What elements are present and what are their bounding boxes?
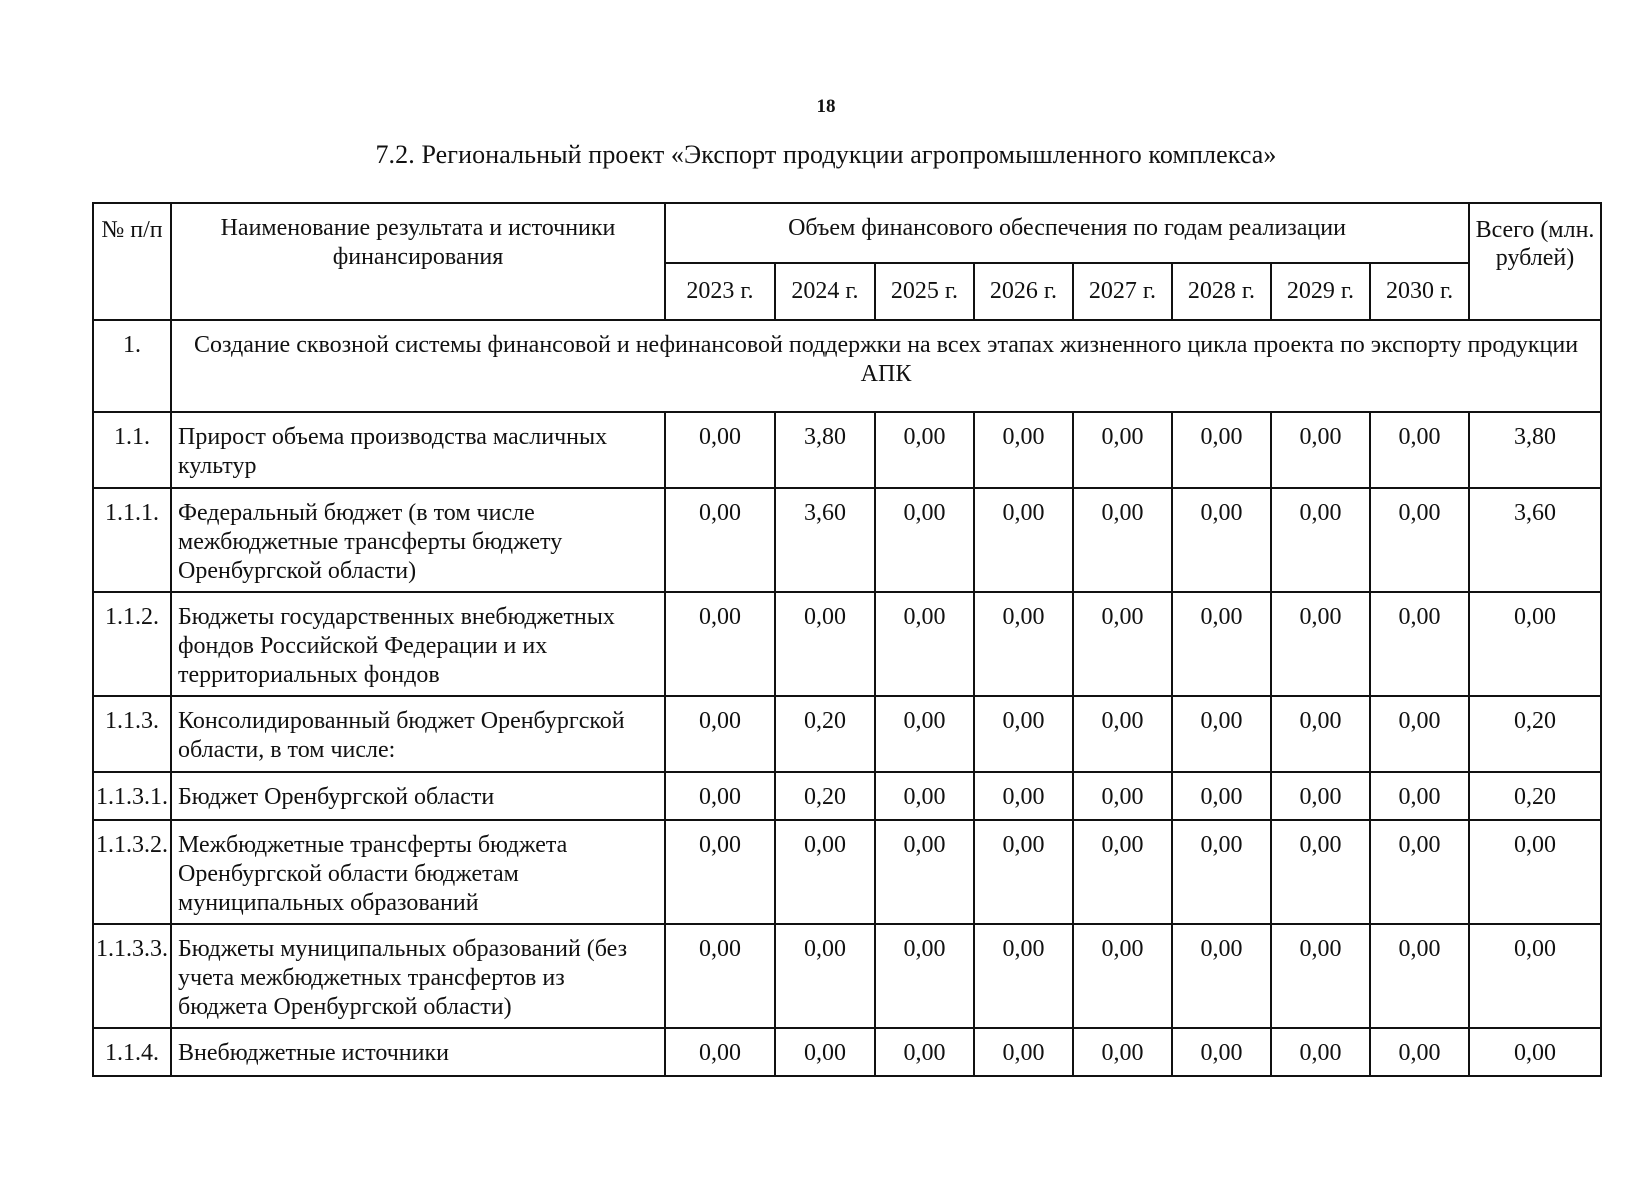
year-header: 2028 г. [1172, 263, 1271, 320]
year-value-cell: 0,00 [1073, 1028, 1172, 1076]
year-value-cell: 0,00 [1370, 772, 1469, 820]
year-value-cell: 0,00 [1271, 696, 1370, 772]
table-row [93, 1028, 1601, 1076]
column-header-number: № п/п [93, 203, 171, 320]
row-name: Внебюджетные источники [171, 1028, 665, 1076]
total-value-cell: 0,00 [1469, 820, 1601, 924]
year-header: 2023 г. [665, 263, 775, 320]
row-name: Федеральный бюджет (в том числе межбюджетные трансферты бюджету Оренбургской области) [171, 488, 665, 592]
table-row [93, 592, 1601, 696]
page-title: 7.2. Региональный проект «Экспорт продукции агропромышленного комплекса» [375, 140, 1277, 169]
year-value-cell: 0,00 [1073, 772, 1172, 820]
year-value-cell: 0,00 [1172, 772, 1271, 820]
year-value-cell: 0,00 [974, 1028, 1073, 1076]
row-name: Бюджеты муниципальных образований (без учета межбюджетных трансфертов из бюджета Оренбургской области) [171, 924, 665, 1028]
year-value-cell: 0,00 [1172, 412, 1271, 488]
column-header-total: Всего (млн. рублей) [1469, 203, 1601, 320]
year-value-cell: 0,00 [1172, 592, 1271, 696]
table-row [93, 820, 1601, 924]
year-value-cell: 0,00 [1271, 592, 1370, 696]
year-value-cell: 0,20 [775, 772, 875, 820]
year-value-cell: 0,00 [1073, 412, 1172, 488]
year-value-cell: 3,60 [775, 488, 875, 592]
year-value-cell: 0,00 [1073, 488, 1172, 592]
year-value-cell: 0,00 [665, 696, 775, 772]
year-value-cell: 0,00 [1271, 412, 1370, 488]
year-value-cell: 0,00 [1370, 820, 1469, 924]
row-name: Бюджет Оренбургской области [171, 772, 665, 820]
total-value-cell: 3,80 [1469, 412, 1601, 488]
year-value-cell: 0,00 [665, 1028, 775, 1076]
table-row [93, 412, 1601, 488]
year-value-cell: 0,00 [1172, 924, 1271, 1028]
total-value-cell: 0,20 [1469, 696, 1601, 772]
year-value-cell: 0,00 [1073, 924, 1172, 1028]
total-value-cell: 0,00 [1469, 1028, 1601, 1076]
table-row [93, 696, 1601, 772]
year-value-cell: 0,00 [665, 772, 775, 820]
financing-table [92, 202, 1602, 1077]
year-header: 2026 г. [974, 263, 1073, 320]
year-value-cell: 0,00 [1172, 488, 1271, 592]
year-value-cell: 0,00 [775, 592, 875, 696]
year-header: 2027 г. [1073, 263, 1172, 320]
total-value-cell: 0,00 [1469, 592, 1601, 696]
year-value-cell: 0,00 [1271, 820, 1370, 924]
year-value-cell: 0,00 [875, 696, 974, 772]
year-value-cell: 0,00 [974, 924, 1073, 1028]
row-number: 1.1.3.3. [93, 924, 171, 1028]
total-value-cell: 3,60 [1469, 488, 1601, 592]
row-name: Консолидированный бюджет Оренбургской области, в том числе: [171, 696, 665, 772]
row-name: Прирост объема производства масличных культур [171, 412, 665, 488]
row-name: Межбюджетные трансферты бюджета Оренбургской области бюджетам муниципальных образований [171, 820, 665, 924]
year-header: 2024 г. [775, 263, 875, 320]
row-number: 1.1.4. [93, 1028, 171, 1076]
table-row [93, 924, 1601, 1028]
year-value-cell: 0,00 [1271, 488, 1370, 592]
year-value-cell: 0,00 [875, 592, 974, 696]
table-row [93, 488, 1601, 592]
year-value-cell: 0,00 [665, 412, 775, 488]
column-header-name: Наименование результата и источники финансирования [171, 203, 665, 320]
year-value-cell: 0,00 [875, 488, 974, 592]
row-number: 1.1. [93, 412, 171, 488]
row-name: Бюджеты государственных внебюджетных фондов Российской Федерации и их территориальных фондов [171, 592, 665, 696]
year-value-cell: 0,00 [775, 820, 875, 924]
table-row [93, 772, 1601, 820]
year-header: 2025 г. [875, 263, 974, 320]
row-number: 1.1.3.2. [93, 820, 171, 924]
year-value-cell: 0,00 [1370, 488, 1469, 592]
year-value-cell: 0,00 [974, 696, 1073, 772]
year-value-cell: 0,00 [1271, 924, 1370, 1028]
row-number: 1.1.1. [93, 488, 171, 592]
year-value-cell: 0,00 [1370, 1028, 1469, 1076]
year-value-cell: 0,00 [1271, 772, 1370, 820]
year-value-cell: 0,00 [974, 412, 1073, 488]
year-value-cell: 0,00 [1073, 696, 1172, 772]
year-value-cell: 0,00 [775, 924, 875, 1028]
row-number: 1.1.3. [93, 696, 171, 772]
year-value-cell: 0,00 [1172, 1028, 1271, 1076]
year-value-cell: 0,00 [974, 592, 1073, 696]
year-value-cell: 0,00 [1271, 1028, 1370, 1076]
section-title: Создание сквозной системы финансовой и нефинансовой поддержки на всех этапах жизненного цикла проекта по экспорту продукции АПК [171, 320, 1601, 412]
year-value-cell: 0,00 [665, 488, 775, 592]
column-header-volume: Объем финансового обеспечения по годам реализации [665, 203, 1469, 263]
total-value-cell: 0,00 [1469, 924, 1601, 1028]
year-value-cell: 0,00 [974, 772, 1073, 820]
year-header: 2029 г. [1271, 263, 1370, 320]
year-value-cell: 0,00 [1073, 820, 1172, 924]
year-value-cell: 0,00 [1370, 412, 1469, 488]
year-value-cell: 0,00 [974, 820, 1073, 924]
year-value-cell: 0,00 [875, 820, 974, 924]
row-number: 1.1.2. [93, 592, 171, 696]
total-value-cell: 0,20 [1469, 772, 1601, 820]
year-value-cell: 0,00 [1370, 592, 1469, 696]
year-value-cell: 0,00 [875, 1028, 974, 1076]
year-value-cell: 0,00 [974, 488, 1073, 592]
section-row [93, 320, 1601, 412]
year-value-cell: 0,00 [665, 820, 775, 924]
year-value-cell: 0,00 [775, 1028, 875, 1076]
year-value-cell: 0,00 [1172, 820, 1271, 924]
year-value-cell: 0,00 [875, 772, 974, 820]
year-header: 2030 г. [1370, 263, 1469, 320]
year-value-cell: 0,00 [1172, 696, 1271, 772]
page-number: 18 [816, 96, 836, 117]
year-value-cell: 3,80 [775, 412, 875, 488]
section-number: 1. [93, 320, 171, 412]
year-value-cell: 0,00 [875, 412, 974, 488]
year-value-cell: 0,00 [1370, 696, 1469, 772]
year-value-cell: 0,00 [665, 924, 775, 1028]
year-value-cell: 0,00 [1073, 592, 1172, 696]
year-value-cell: 0,20 [775, 696, 875, 772]
header-row [93, 203, 1601, 263]
year-value-cell: 0,00 [1370, 924, 1469, 1028]
year-value-cell: 0,00 [665, 592, 775, 696]
year-value-cell: 0,00 [875, 924, 974, 1028]
row-number: 1.1.3.1. [93, 772, 171, 820]
